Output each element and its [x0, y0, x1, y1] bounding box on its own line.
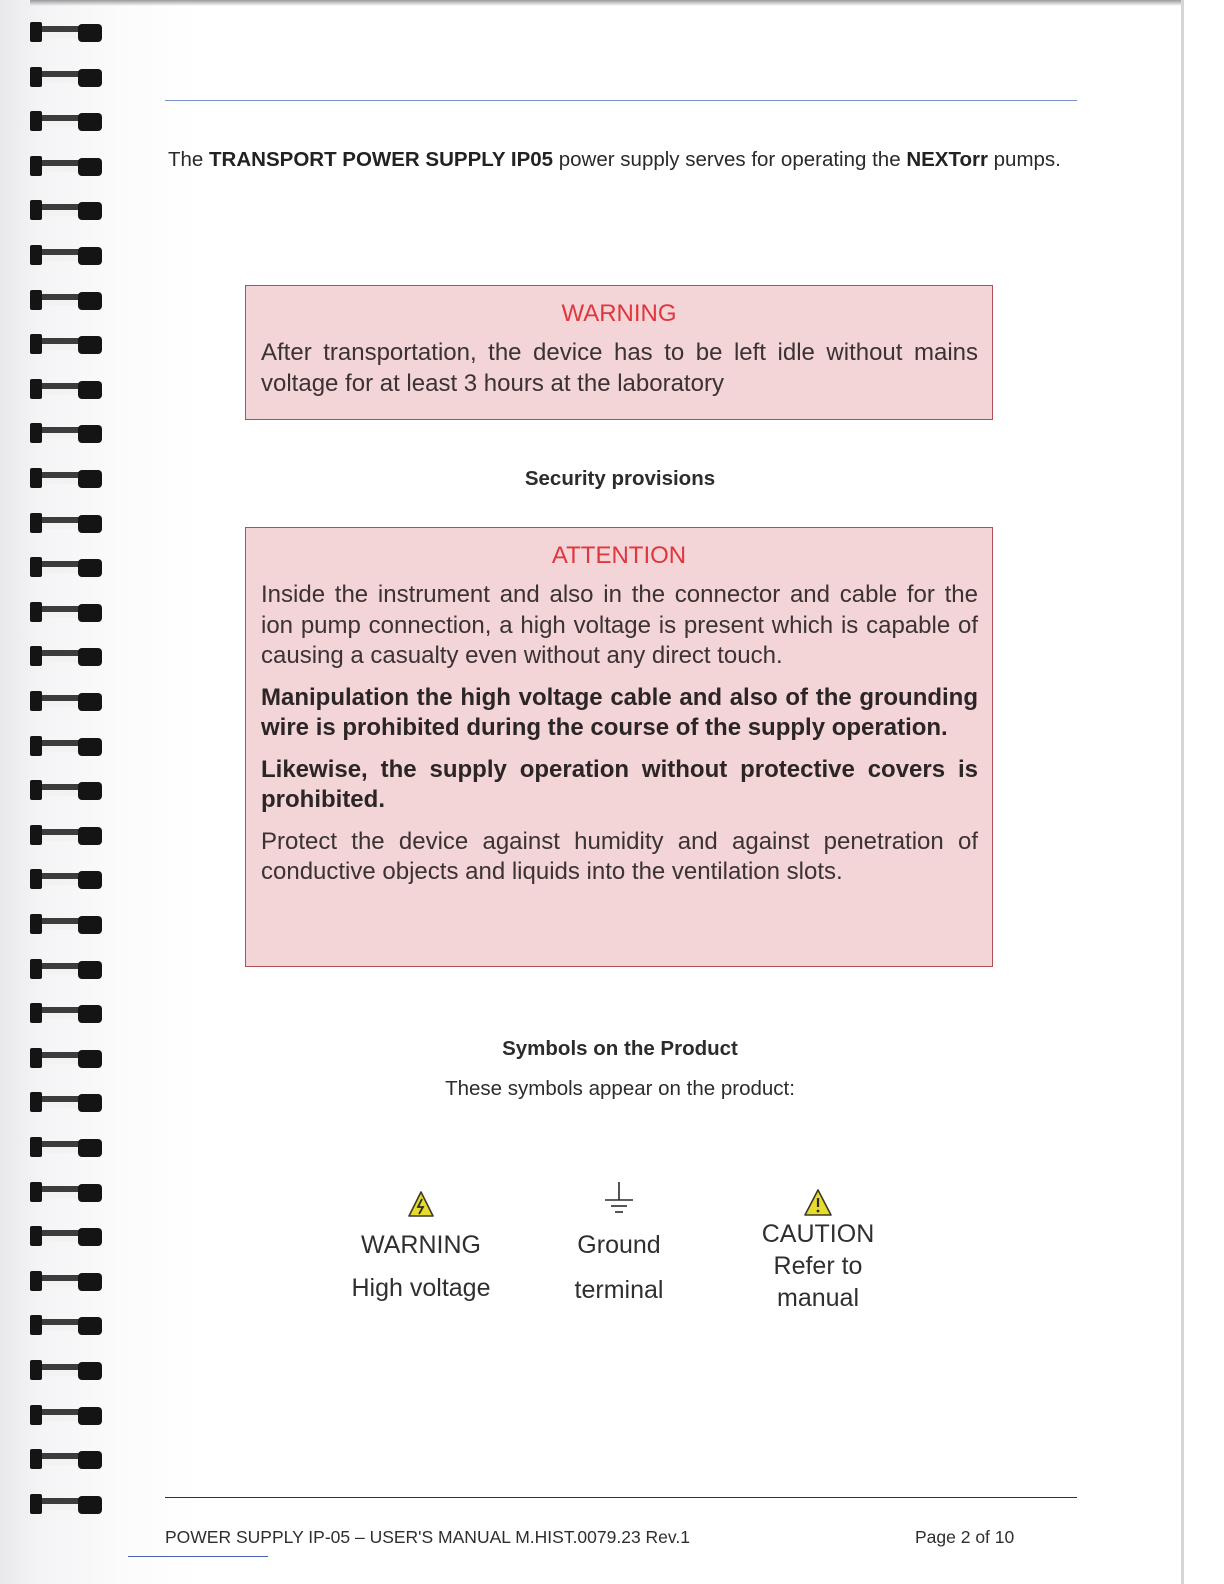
binding-coil: [30, 377, 102, 399]
page-right-edge: [1181, 0, 1184, 1584]
binding-coil: [30, 198, 102, 220]
binding-coil: [30, 1492, 102, 1514]
symbol-label: terminal: [574, 1276, 664, 1304]
footer-document-title: POWER SUPPLY IP-05 – USER'S MANUAL M.HIST.0079.23 Rev.1: [165, 1527, 690, 1547]
binding-coil: [30, 20, 102, 42]
binding-coil: [30, 600, 102, 622]
binding-coil: [30, 243, 102, 265]
binding-coil: [30, 1001, 102, 1023]
caution-triangle-icon: [803, 1188, 833, 1218]
binding-coil: [30, 644, 102, 666]
binding-coil: [30, 109, 102, 131]
binding-coil: [30, 957, 102, 979]
spiral-binding: [30, 20, 110, 1530]
symbol-caution: [718, 1178, 918, 1314]
binding-coil: [30, 689, 102, 711]
binding-coil: [30, 1180, 102, 1202]
binding-coil: [30, 823, 102, 845]
symbols-intro: These symbols appear on the product:: [445, 1077, 795, 1100]
footer-rule: [165, 1497, 1077, 1498]
binding-coil: [30, 421, 102, 443]
symbol-ground: [519, 1176, 719, 1306]
product-name: TRANSPORT POWER SUPPLY IP05: [209, 148, 554, 171]
binding-coil: [30, 65, 102, 87]
symbol-label: manual: [777, 1284, 859, 1312]
binding-coil: [30, 288, 102, 310]
binding-coil: [30, 1403, 102, 1425]
binding-coil: [30, 734, 102, 756]
intro-text: The: [168, 148, 210, 171]
binding-coil: [30, 1135, 102, 1157]
header-rule: [165, 100, 1077, 101]
symbol-label: Refer to: [773, 1252, 863, 1280]
page-top-shadow: [30, 0, 1184, 6]
high-voltage-warning-icon: [407, 1190, 435, 1218]
footer-page-number: Page 2 of 10: [915, 1527, 1015, 1547]
symbol-label: CAUTION: [761, 1220, 875, 1248]
warning-title: WARNING: [561, 300, 677, 327]
binding-coil: [30, 1224, 102, 1246]
attention-title: ATTENTION: [551, 542, 687, 569]
ground-terminal-icon: [602, 1180, 636, 1216]
attention-paragraph: Protect the device against humidity and against penetration of conductive objects and liquids into the ventilation slots.: [261, 827, 978, 885]
security-heading: Security provisions: [524, 467, 716, 490]
symbol-label: High voltage: [351, 1274, 491, 1302]
symbol-high-voltage: [321, 1178, 521, 1304]
binding-coil: [30, 1313, 102, 1335]
binding-coil: [30, 332, 102, 354]
symbol-label: Ground: [577, 1231, 661, 1259]
warning-box: [245, 285, 993, 420]
intro-text: power supply serves for operating the: [553, 148, 907, 171]
binding-coil: [30, 555, 102, 577]
symbol-label: WARNING: [361, 1231, 481, 1259]
pump-name: NEXTorr: [906, 148, 988, 171]
attention-paragraph-bold: Manipulation the high voltage cable and also of the grounding wire is prohibited during the course of the supply operation.: [261, 683, 978, 741]
binding-coil: [30, 778, 102, 800]
binding-coil: [30, 1447, 102, 1469]
warning-text: After transportation, the device has to be left idle without mains voltage for at least 3 hours at the laboratory: [261, 339, 978, 397]
intro-paragraph: [168, 145, 1074, 175]
binding-coil: [30, 1269, 102, 1291]
binding-coil: [30, 154, 102, 176]
attention-paragraph: Inside the instrument and also in the connector and cable for the ion pump connection, a high voltage is present which is capable of causing a casualty even without any direct touch.: [261, 581, 978, 669]
binding-coil: [30, 912, 102, 934]
attention-paragraph-bold: Likewise, the supply operation without protective covers is prohibited.: [261, 755, 978, 813]
binding-coil: [30, 511, 102, 533]
symbols-heading: Symbols on the Product: [502, 1037, 738, 1060]
binding-coil: [30, 1358, 102, 1380]
scan-mark: [128, 1556, 268, 1557]
attention-box: [245, 527, 993, 967]
scan-margin: [1184, 0, 1224, 1584]
binding-coil: [30, 867, 102, 889]
intro-text: pumps.: [987, 148, 1061, 171]
